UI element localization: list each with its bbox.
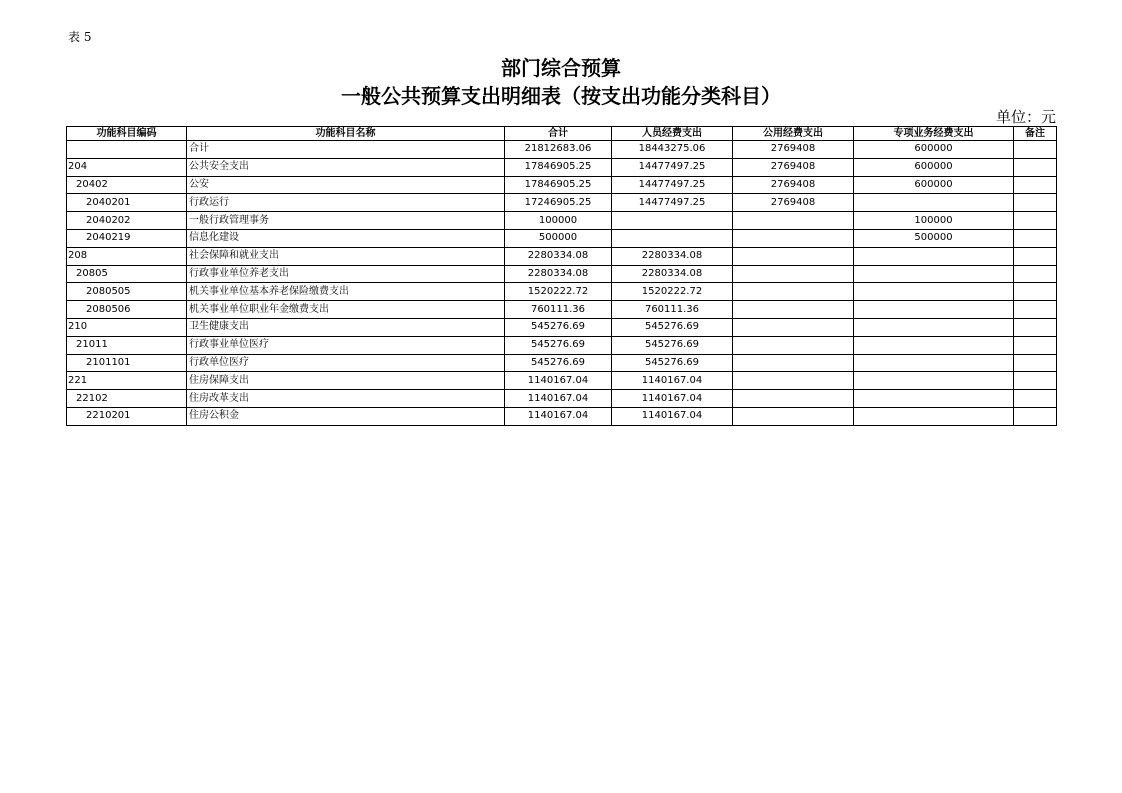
cell-public bbox=[733, 212, 854, 230]
cell-name: 合计 bbox=[187, 141, 505, 159]
cell-note bbox=[1014, 176, 1057, 194]
cell-public bbox=[733, 407, 854, 425]
cell-public bbox=[733, 372, 854, 390]
cell-special: 600000 bbox=[854, 176, 1014, 194]
table-row bbox=[67, 176, 1057, 194]
cell-code: 2040201 bbox=[67, 194, 187, 212]
cell-note bbox=[1014, 354, 1057, 372]
cell-name: 信息化建设 bbox=[187, 229, 505, 247]
header-public: 公用经费支出 bbox=[733, 127, 854, 141]
table-row bbox=[67, 354, 1057, 372]
cell-personnel: 545276.69 bbox=[612, 354, 733, 372]
cell-code: 204 bbox=[67, 158, 187, 176]
cell-code bbox=[67, 141, 187, 159]
header-total: 合计 bbox=[505, 127, 612, 141]
cell-code: 2080505 bbox=[67, 283, 187, 301]
cell-name: 公安 bbox=[187, 176, 505, 194]
cell-public: 2769408 bbox=[733, 194, 854, 212]
cell-total: 17846905.25 bbox=[505, 158, 612, 176]
cell-total: 545276.69 bbox=[505, 354, 612, 372]
cell-name: 机关事业单位职业年金缴费支出 bbox=[187, 301, 505, 319]
cell-name: 一般行政管理事务 bbox=[187, 212, 505, 230]
table-row bbox=[67, 212, 1057, 230]
table-row bbox=[67, 390, 1057, 408]
table-header-row bbox=[67, 127, 1057, 141]
cell-code: 210 bbox=[67, 318, 187, 336]
table-row bbox=[67, 229, 1057, 247]
table-row bbox=[67, 265, 1057, 283]
cell-code: 20402 bbox=[67, 176, 187, 194]
table-row bbox=[67, 318, 1057, 336]
cell-name: 社会保障和就业支出 bbox=[187, 247, 505, 265]
cell-public bbox=[733, 247, 854, 265]
cell-code: 2040219 bbox=[67, 229, 187, 247]
cell-name: 行政事业单位养老支出 bbox=[187, 265, 505, 283]
cell-note bbox=[1014, 372, 1057, 390]
cell-public bbox=[733, 336, 854, 354]
cell-special bbox=[854, 372, 1014, 390]
cell-personnel: 14477497.25 bbox=[612, 194, 733, 212]
header-note: 备注 bbox=[1014, 127, 1057, 141]
unit-label: 单位：元 bbox=[995, 108, 1056, 126]
cell-public bbox=[733, 354, 854, 372]
cell-code: 20805 bbox=[67, 265, 187, 283]
cell-personnel: 1140167.04 bbox=[612, 407, 733, 425]
cell-public bbox=[733, 318, 854, 336]
cell-name: 卫生健康支出 bbox=[187, 318, 505, 336]
table-row bbox=[67, 158, 1057, 176]
cell-note bbox=[1014, 212, 1057, 230]
cell-total: 21812683.06 bbox=[505, 141, 612, 159]
cell-personnel: 2280334.08 bbox=[612, 247, 733, 265]
cell-total: 1520222.72 bbox=[505, 283, 612, 301]
cell-name: 行政单位医疗 bbox=[187, 354, 505, 372]
cell-personnel: 14477497.25 bbox=[612, 158, 733, 176]
cell-code: 2080506 bbox=[67, 301, 187, 319]
cell-total: 1140167.04 bbox=[505, 407, 612, 425]
cell-note bbox=[1014, 141, 1057, 159]
cell-public: 2769408 bbox=[733, 158, 854, 176]
cell-special bbox=[854, 265, 1014, 283]
cell-note bbox=[1014, 407, 1057, 425]
cell-code: 2040202 bbox=[67, 212, 187, 230]
cell-code: 208 bbox=[67, 247, 187, 265]
cell-personnel: 545276.69 bbox=[612, 336, 733, 354]
cell-note bbox=[1014, 336, 1057, 354]
cell-total: 545276.69 bbox=[505, 318, 612, 336]
cell-personnel: 14477497.25 bbox=[612, 176, 733, 194]
cell-special bbox=[854, 194, 1014, 212]
budget-table bbox=[66, 126, 1057, 426]
cell-code: 2101101 bbox=[67, 354, 187, 372]
cell-total: 2280334.08 bbox=[505, 265, 612, 283]
cell-public bbox=[733, 390, 854, 408]
cell-code: 221 bbox=[67, 372, 187, 390]
cell-special bbox=[854, 283, 1014, 301]
cell-total: 1140167.04 bbox=[505, 390, 612, 408]
cell-name: 住房公积金 bbox=[187, 407, 505, 425]
table-number: 表 5 bbox=[68, 30, 92, 44]
cell-special bbox=[854, 390, 1014, 408]
cell-total: 760111.36 bbox=[505, 301, 612, 319]
header-name: 功能科目名称 bbox=[187, 127, 505, 141]
cell-public: 2769408 bbox=[733, 176, 854, 194]
cell-name: 机关事业单位基本养老保险缴费支出 bbox=[187, 283, 505, 301]
cell-special: 100000 bbox=[854, 212, 1014, 230]
cell-note bbox=[1014, 283, 1057, 301]
cell-name: 行政运行 bbox=[187, 194, 505, 212]
cell-personnel: 2280334.08 bbox=[612, 265, 733, 283]
header-special: 专项业务经费支出 bbox=[854, 127, 1014, 141]
cell-special bbox=[854, 247, 1014, 265]
cell-name: 行政事业单位医疗 bbox=[187, 336, 505, 354]
table-row bbox=[67, 336, 1057, 354]
cell-personnel: 545276.69 bbox=[612, 318, 733, 336]
cell-total: 1140167.04 bbox=[505, 372, 612, 390]
cell-code: 21011 bbox=[67, 336, 187, 354]
page-subtitle: 一般公共预算支出明细表（按支出功能分类科目） bbox=[341, 84, 781, 108]
cell-special bbox=[854, 407, 1014, 425]
cell-note bbox=[1014, 301, 1057, 319]
cell-name: 住房保障支出 bbox=[187, 372, 505, 390]
cell-total: 100000 bbox=[505, 212, 612, 230]
cell-special: 500000 bbox=[854, 229, 1014, 247]
cell-note bbox=[1014, 390, 1057, 408]
cell-note bbox=[1014, 247, 1057, 265]
cell-total: 17846905.25 bbox=[505, 176, 612, 194]
cell-note bbox=[1014, 318, 1057, 336]
cell-public bbox=[733, 283, 854, 301]
table-row bbox=[67, 247, 1057, 265]
cell-personnel: 1140167.04 bbox=[612, 372, 733, 390]
table-row bbox=[67, 301, 1057, 319]
cell-note bbox=[1014, 194, 1057, 212]
cell-public bbox=[733, 301, 854, 319]
cell-note bbox=[1014, 229, 1057, 247]
cell-public bbox=[733, 229, 854, 247]
cell-special: 600000 bbox=[854, 158, 1014, 176]
cell-special bbox=[854, 354, 1014, 372]
cell-public: 2769408 bbox=[733, 141, 854, 159]
cell-personnel: 1140167.04 bbox=[612, 390, 733, 408]
cell-special bbox=[854, 318, 1014, 336]
cell-name: 公共安全支出 bbox=[187, 158, 505, 176]
cell-total: 17246905.25 bbox=[505, 194, 612, 212]
cell-personnel: 18443275.06 bbox=[612, 141, 733, 159]
header-personnel: 人员经费支出 bbox=[612, 127, 733, 141]
table-row bbox=[67, 194, 1057, 212]
cell-personnel bbox=[612, 229, 733, 247]
cell-note bbox=[1014, 158, 1057, 176]
table-row bbox=[67, 141, 1057, 159]
header-code: 功能科目编码 bbox=[67, 127, 187, 141]
table-row bbox=[67, 372, 1057, 390]
cell-total: 545276.69 bbox=[505, 336, 612, 354]
cell-personnel: 1520222.72 bbox=[612, 283, 733, 301]
table-row bbox=[67, 283, 1057, 301]
cell-code: 2210201 bbox=[67, 407, 187, 425]
cell-total: 2280334.08 bbox=[505, 247, 612, 265]
cell-note bbox=[1014, 265, 1057, 283]
page-title: 部门综合预算 bbox=[501, 56, 621, 80]
cell-personnel bbox=[612, 212, 733, 230]
table-row bbox=[67, 407, 1057, 425]
cell-name: 住房改革支出 bbox=[187, 390, 505, 408]
cell-public bbox=[733, 265, 854, 283]
cell-special: 600000 bbox=[854, 141, 1014, 159]
cell-code: 22102 bbox=[67, 390, 187, 408]
cell-personnel: 760111.36 bbox=[612, 301, 733, 319]
cell-special bbox=[854, 336, 1014, 354]
cell-total: 500000 bbox=[505, 229, 612, 247]
cell-special bbox=[854, 301, 1014, 319]
